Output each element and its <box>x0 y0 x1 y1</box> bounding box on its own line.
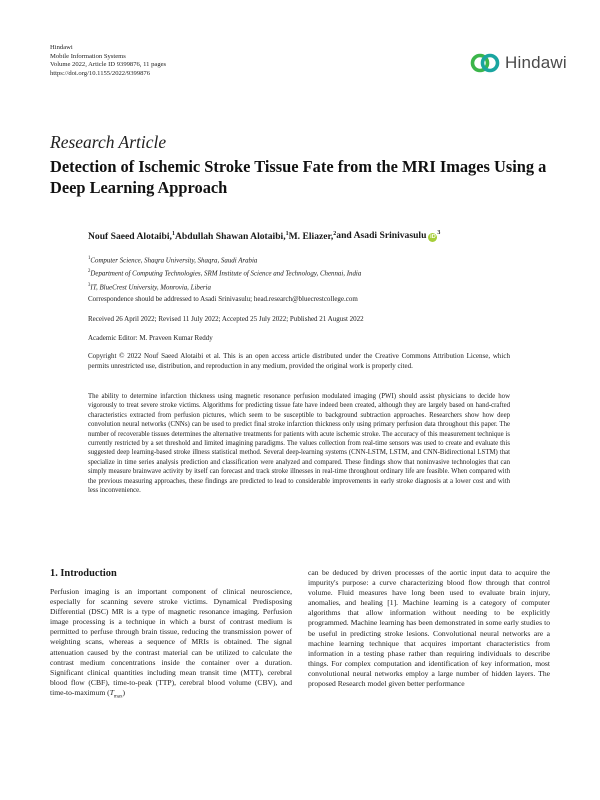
introduction-paragraph-left: Perfusion imaging is an important component of clinical neuroscience, especially for scanning severe stroke victims. Dynamical Predisposing Differential (DSC) MR is a type of magnetic resonance imaging. Perfusion image processing is a technique in which a burst of contrast medium is permitted to perfuse through brain tissue, reducing the transmission power of weighting scans, whereas a sequence of MRIs is obtained. The signal attenuation caused by the contrast material can be utilized to calculate the contrast medium concentrations inside the container over a duration. Significant clinical quantities including mean transit time (MTT), cerebral blood flow (CBF), time-to-peak (TTP), cerebral blood volume (CBV), and time-to-maximum $(T_{max})$ <box>50 587 292 700</box>
affiliations <box>88 253 361 293</box>
affiliation-3: $^3$IT, BlueCrest University, Monrovia, Liberia <box>88 282 211 291</box>
author-2: Abdullah Shawan Alotaibi,$^1$ <box>174 230 289 242</box>
affiliation-2: $^2$Department of Computing Technologies, SRM Institute of Science and Technology, Chennai, India <box>88 269 362 278</box>
tmax-symbol: $T_{max}$ <box>109 687 123 700</box>
doi-link[interactable]: https://doi.org/10.1155/2022/9399876 <box>50 69 151 77</box>
section-heading-introduction: 1. Introduction <box>50 568 117 579</box>
article-title: Detection of Ischemic Stroke Tissue Fate from the MRI Images Using a Deep Learning Approach <box>50 157 547 197</box>
publisher-name: Hindawi <box>50 44 73 51</box>
hindawi-logo <box>470 50 567 76</box>
article-dates: Received 26 April 2022; Revised 11 July 2022; Accepted 25 July 2022; Published 21 August 2022 <box>88 315 364 323</box>
orcid-icon[interactable]: iD <box>430 234 436 241</box>
affiliation-1: $^1$Computer Science, Shaqra University, Shaqra, Saudi Arabia <box>88 256 258 265</box>
author-4: and Asadi Srinivasulu $iD^3$ <box>336 230 441 242</box>
article-type: Research Article <box>50 132 167 152</box>
left-column <box>50 568 292 703</box>
author-list <box>88 230 578 242</box>
academic-editor: Academic Editor: M. Praveen Kumar Reddy <box>88 334 213 342</box>
hindawi-logo-icon <box>470 52 500 74</box>
author-1: Nouf Saeed Alotaibi,$^1$ <box>88 230 175 242</box>
right-column <box>308 568 550 689</box>
journal-name: Mobile Information Systems <box>50 52 126 60</box>
volume-info: Volume 2022, Article ID 9399876, 11 pages <box>50 61 167 69</box>
introduction-paragraph-right: can be deduced by driven processes of the aortic input data to acquire the impurity's purpose: a curve characterizing blood flow through that control volume. Fluid measures have long been used to evaluate brain injury, anomalies, and healing [1]. Machine learning is a category of computer algorithms that allow information without needing to be explicitly programmed. Machine learning has been demonstrated in some early studies to be useful in predicting stroke lesions. Convolutional neural networks are a machine learning technique that acquires important characteristics from information in a testing phase rather than requiring individuals to describe things. For complex computation and identification of key information, most convolutional neural networks employ a large number of hidden layers. The proposed Research model given better performance <box>308 568 550 689</box>
copyright-notice: Copyright © 2022 Nouf Saeed Alotaibi et al. This is an open access article distributed under the Creative Commons Attribution License, which permits unrestricted use, distribution, and reproduction in any medium, provided the original work is properly cited. <box>88 352 510 370</box>
correspondence: Correspondence should be addressed to Asadi Srinivasulu; head.research@bluecrestcollege.com <box>88 295 358 303</box>
journal-info <box>50 44 166 78</box>
author-3: M. Eliazer,$^2$ <box>288 230 337 242</box>
hindawi-logo-text: Hindawi <box>505 53 567 72</box>
abstract: The ability to determine infarction thickness using magnetic resonance perfusion modulated imaging (PWI) should assist physicians to decide how vigorously to treat severe stroke victims. Algorithms for predicting tissue fate have indeed been created, although they are largely based on hand-crafted characteristics extracted from perfusion pictures, which seem to be susceptible to background subtraction approaches. Researchers show how deep convolution neural networks (CNNs) can be used to predict final stroke infarction thickness only using primary perfusion data throughout this paper. The number of recoverable tissues determines the alternative treatments for patients with acute ischemic stroke. The accuracy of this measurement technique is currently restricted by a set threshold and limited imagining paradigms. The values collection from real-time sensors was used to create and evaluate this suggested deep learning-based stroke illness statistical method. Several deep-learning systems (CNN-LSTM, LSTM, and CNN-Bidirectional LSTM) that specialize in time series analysis prediction and classification were analyzed and compared. These findings show that noninvasive technologies that can simply measure brainwave activity by itself can forecast and track stroke illnesses in real-time throughout ordinary life are feasible. When compared with the previous measuring approaches, these findings are predicted to lead to considerable improvements in early stroke diagnosis at a lower cost and with less inconvenience. <box>88 393 510 495</box>
